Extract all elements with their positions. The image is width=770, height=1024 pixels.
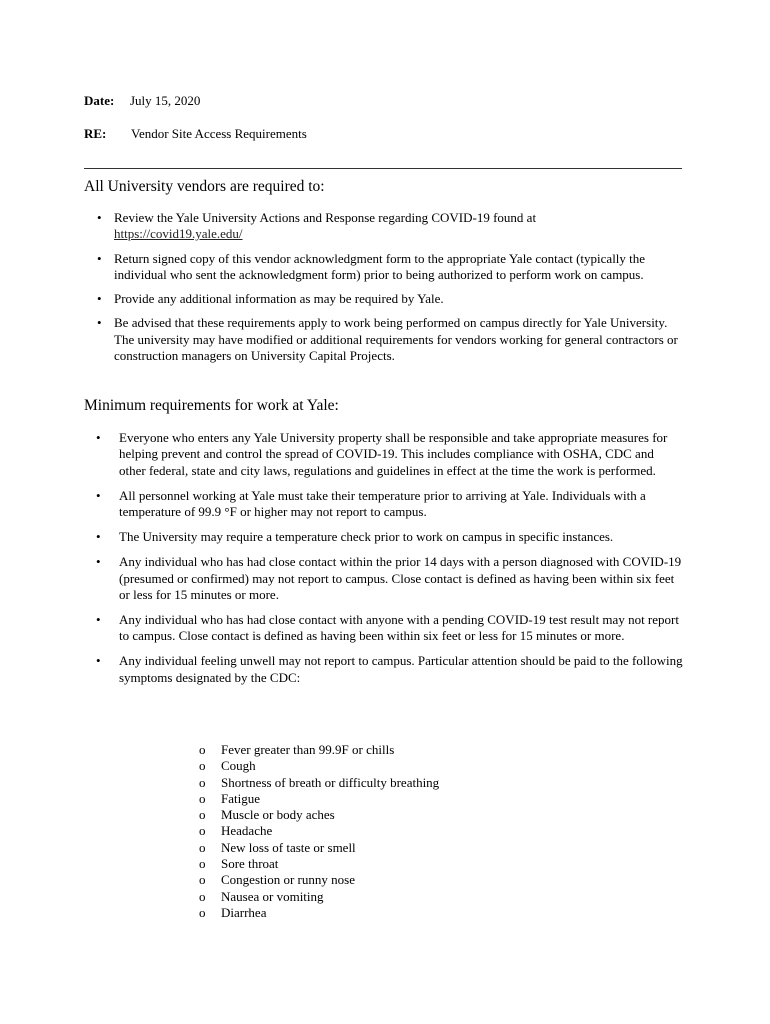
list-item-text: Any individual feeling unwell may not report to campus. Particular attention should be paid to the following symptoms designated by the CDC: bbox=[119, 653, 683, 685]
bullet-icon: • bbox=[96, 487, 101, 503]
covid-link[interactable]: https://covid19.yale.edu/ bbox=[114, 226, 243, 242]
list-item-text: Any individual who has had close contact within the prior 14 days with a person diagnosed with COVID-19 (presumed or confirmed) may not report to campus. Close contact is defined as having been within six feet or less for 15 minutes or more. bbox=[119, 554, 682, 603]
list-item bbox=[96, 529, 683, 545]
symptom-text: Fatigue bbox=[221, 790, 260, 806]
bullet-icon: • bbox=[96, 612, 101, 628]
re-row bbox=[84, 126, 484, 144]
symptom-item bbox=[199, 807, 519, 823]
vendor-requirements-list bbox=[97, 210, 684, 372]
list-item bbox=[97, 291, 684, 307]
bullet-icon: • bbox=[96, 430, 101, 445]
header-divider bbox=[84, 168, 682, 169]
symptom-item bbox=[199, 758, 519, 774]
symptom-text: Headache bbox=[221, 823, 273, 839]
list-item-text: Review the Yale University Actions and Response regarding COVID-19 found at bbox=[114, 210, 537, 225]
list-item-text: The University may require a temperature check prior to work on campus in specific instances. bbox=[119, 529, 614, 545]
section-title-vendors: All University vendors are required to: bbox=[84, 178, 325, 195]
bullet-icon: • bbox=[97, 291, 102, 307]
re-label: RE: bbox=[84, 126, 107, 141]
circle-bullet-icon: o bbox=[199, 742, 206, 757]
bullet-icon: • bbox=[97, 315, 102, 331]
list-item bbox=[97, 250, 684, 284]
circle-bullet-icon: o bbox=[199, 823, 206, 839]
circle-bullet-icon: o bbox=[199, 774, 206, 790]
list-item-text: Any individual who has had close contact with anyone with a pending COVID-19 test result may not report to campus. Close contact is defined as having been within six feet or less for 15 minutes or more. bbox=[119, 612, 679, 644]
minimum-requirements-list bbox=[96, 430, 683, 695]
re-value: Vendor Site Access Requirements bbox=[131, 126, 307, 141]
symptom-text: Fever greater than 99.9F or chills bbox=[221, 742, 395, 757]
list-item bbox=[97, 210, 684, 243]
symptom-item bbox=[199, 840, 519, 856]
date-label: Date: bbox=[84, 93, 115, 108]
symptom-text: Nausea or vomiting bbox=[221, 888, 324, 904]
symptom-text: Cough bbox=[221, 758, 256, 774]
bullet-icon: • bbox=[96, 554, 101, 570]
circle-bullet-icon: o bbox=[199, 807, 206, 823]
symptom-item bbox=[199, 775, 519, 791]
list-item bbox=[96, 554, 683, 603]
list-item bbox=[96, 430, 683, 479]
circle-bullet-icon: o bbox=[199, 904, 206, 920]
bullet-icon: • bbox=[96, 529, 101, 545]
list-item-text: Provide any additional information as may be required by Yale. bbox=[114, 291, 444, 307]
symptom-text: Shortness of breath or difficulty breathing bbox=[221, 774, 440, 790]
circle-bullet-icon: o bbox=[199, 839, 206, 855]
list-item bbox=[96, 653, 683, 686]
bullet-icon: • bbox=[97, 210, 102, 225]
date-value: July 15, 2020 bbox=[130, 93, 201, 108]
list-item bbox=[96, 612, 683, 645]
symptom-item bbox=[199, 742, 519, 758]
symptom-text: Sore throat bbox=[221, 856, 279, 872]
circle-bullet-icon: o bbox=[199, 888, 206, 904]
section-title-minimum: Minimum requirements for work at Yale: bbox=[84, 397, 339, 414]
circle-bullet-icon: o bbox=[199, 856, 206, 872]
symptom-item bbox=[199, 889, 519, 905]
bullet-icon: • bbox=[97, 250, 102, 266]
list-item-text: Everyone who enters any Yale University property shall be responsible and take appropriate measures for helping prevent and control the spread of COVID-19. This includes compliance with OSHA, CDC and other federal, state and city laws, regulations and guidelines in effect at the time the work is performed. bbox=[119, 430, 668, 478]
symptom-item bbox=[199, 872, 519, 888]
symptom-item bbox=[199, 856, 519, 872]
symptom-text: Diarrhea bbox=[221, 904, 267, 920]
list-item-text: Return signed copy of this vendor acknowledgment form to the appropriate Yale contact (typically the individual who sent the acknowledgment form) prior to being authorized to perform work on campus. bbox=[114, 250, 646, 283]
list-item-text: All personnel working at Yale must take their temperature prior to arriving at Yale. Individuals with a temperature of 99.9 °F or higher may not report to campus. bbox=[119, 487, 646, 520]
bullet-icon: • bbox=[96, 653, 101, 669]
circle-bullet-icon: o bbox=[199, 758, 206, 774]
symptoms-list bbox=[199, 742, 519, 921]
circle-bullet-icon: o bbox=[199, 790, 206, 806]
symptom-item bbox=[199, 791, 519, 807]
date-row bbox=[84, 93, 484, 111]
symptom-text: New loss of taste or smell bbox=[221, 839, 356, 855]
symptom-item bbox=[199, 823, 519, 839]
symptom-text: Muscle or body aches bbox=[221, 807, 335, 823]
symptom-item bbox=[199, 905, 519, 921]
symptom-text: Congestion or runny nose bbox=[221, 872, 355, 888]
list-item bbox=[96, 487, 683, 521]
circle-bullet-icon: o bbox=[199, 872, 206, 888]
list-item-text: Be advised that these requirements apply to work being performed on campus directly for Yale University. The university may have modified or additional requirements for vendors working for general contractors or construction managers on University Capital Projects. bbox=[114, 315, 678, 364]
list-item bbox=[97, 315, 684, 364]
